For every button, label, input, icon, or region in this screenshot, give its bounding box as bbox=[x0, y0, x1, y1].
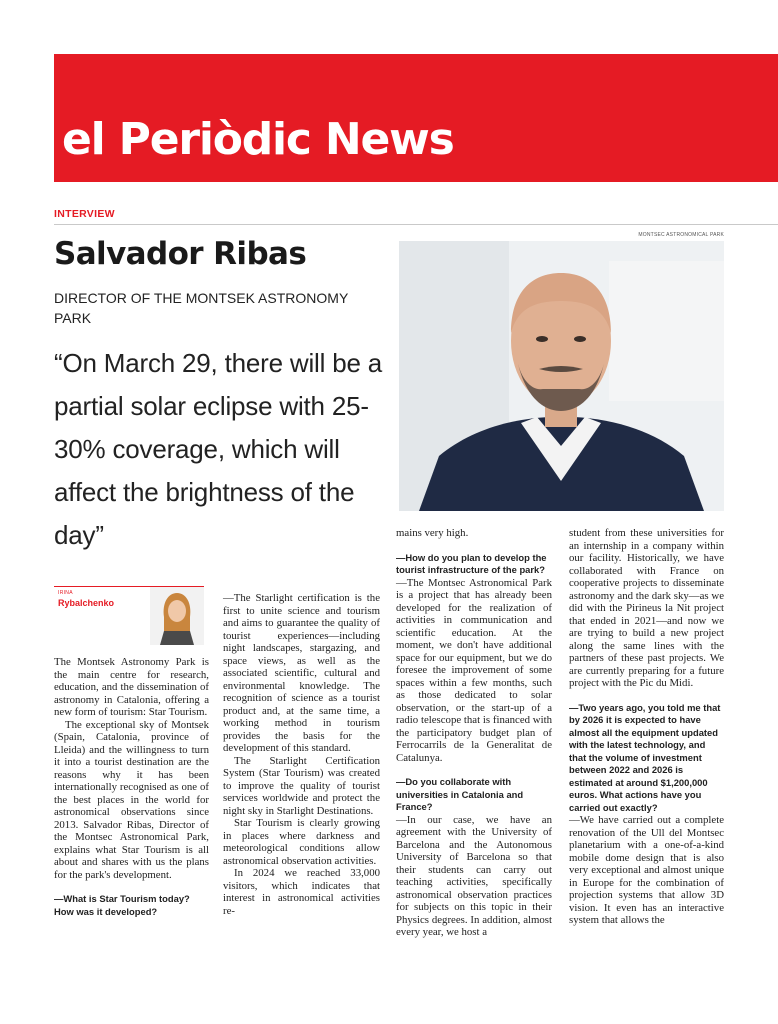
paragraph: —We have carried out a complete renovation of the Ull del Montsec planetarium with a one-of-a-kind mobile dome design that is also very exceptional and almost unique in Europe for the combination of projection systems that allow 3D vision. It even has an interactive system that allows the bbox=[569, 814, 724, 926]
interviewee-role: DIRECTOR OF THE MONTSEK ASTRONOMY PARK bbox=[54, 290, 349, 326]
section-label: INTERVIEW bbox=[54, 208, 115, 220]
author-byline bbox=[54, 586, 204, 647]
author-last-name: Rybalchenko bbox=[58, 598, 115, 608]
article-column-2 bbox=[223, 592, 380, 917]
author-photo bbox=[150, 587, 204, 645]
author-first-name: IRINA bbox=[58, 590, 73, 596]
question: —Two years ago, you told me that by 2026 it is expected to have almost all the equipment updated with the latest technology, and that the volume of investment between 2022 and 2026 is estimated at around $1,200,000 euros. What actions have you carried out exactly? bbox=[569, 701, 721, 813]
paragraph: The exceptional sky of Montsek (Spain, Catalonia, province of Lleida) and the willingness to turn it into a tourist destination are the reasons why it has been internationally recognised as one of the best places in the world for astronomical observations since 2013. Salvador Ribas, Director of the Montsec Astronomical Park, explains what Star Tourism is all about and shares with us the plans for the park's development. bbox=[54, 718, 209, 881]
paragraph: Star Tourism is clearly growing in places where darkness and meteorological conditions allow astronomical observation activities. bbox=[223, 817, 380, 867]
article-column-1 bbox=[54, 656, 209, 918]
masthead-title: el Periòdic News bbox=[62, 114, 454, 165]
paragraph: —The Montsec Astronomical Park is a project that has already been developed for the realization of activities in communication and scientific education. At the moment, we don't have additional space for our equipment, but we do foresee the improvement of some spaces within a few months, such as those dedicated to solar observation, or the start-up of a radio telescope that is financed with the participatory budget plan of Ferrocarrils de la Generalitat de Catalunya. bbox=[396, 576, 552, 764]
author-photo-svg bbox=[150, 587, 204, 645]
interviewee-name: Salvador Ribas bbox=[54, 236, 307, 272]
paragraph: The Starlight Certification System (Star Tourism) was created to improve the quality of tourist services worldwide and protect the night sky in Starlight Destinations. bbox=[223, 754, 380, 817]
masthead-banner bbox=[54, 54, 778, 182]
article-column-4 bbox=[569, 527, 724, 927]
article-column-3 bbox=[396, 527, 552, 939]
portrait-photo bbox=[399, 241, 724, 511]
pull-quote: “On March 29, there will be a partial solar eclipse with 25-30% coverage, which will affect the brightness of the day” bbox=[54, 348, 383, 550]
paragraph: student from these universities for an internship in a company within our facility. Historically, we have collaborated with France on cooperative projects to disseminate astronomy and the dark sky—as we did with the Pirineus la Nit project that ended in 2021—and now we are trying to build a new project along the same lines with the partners of these past projects. We are currently preparing for a future project with the Pic du Midi. bbox=[569, 527, 724, 689]
paragraph: mains very high. bbox=[396, 527, 469, 539]
question: —What is Star Tourism today? How was it developed? bbox=[54, 893, 190, 917]
portrait-photo-svg bbox=[399, 241, 724, 511]
section-rule bbox=[54, 224, 778, 225]
photo-credit: MONTSEC ASTRONOMICAL PARK bbox=[638, 232, 724, 238]
question: —Do you collaborate with universities in Catalonia and France? bbox=[396, 776, 524, 812]
paragraph: —The Starlight certification is the first to unite science and tourism and aims to guarantee the quality of tourist experiences—including night landscapes, stargazing, and space views, as well as the associated scientific, cultural and environmental knowledge. The recognition of science as a tourist product and, at the same time, a working method in tourism provides the basis for the development of this standard. bbox=[223, 592, 380, 754]
paragraph: In 2024 we reached 33,000 visitors, which indicates that interest in astronomical activities re- bbox=[223, 867, 380, 917]
question: —How do you plan to develop the tourist infrastructure of the park? bbox=[396, 551, 547, 575]
paragraph: The Montsek Astronomy Park is the main centre for research, education, and the dissemination of astronomy in Catalonia, offering a new form of tourism: Star Tourism. bbox=[54, 656, 209, 718]
paragraph: —In our case, we have an agreement with the University of Barcelona and the Autonomous University of Barcelona so that their students can carry out teaching activities, specifically astronomical observation practices for subjects on this topic in their Physics degrees. In addition, almost every year, we host a bbox=[396, 813, 552, 938]
